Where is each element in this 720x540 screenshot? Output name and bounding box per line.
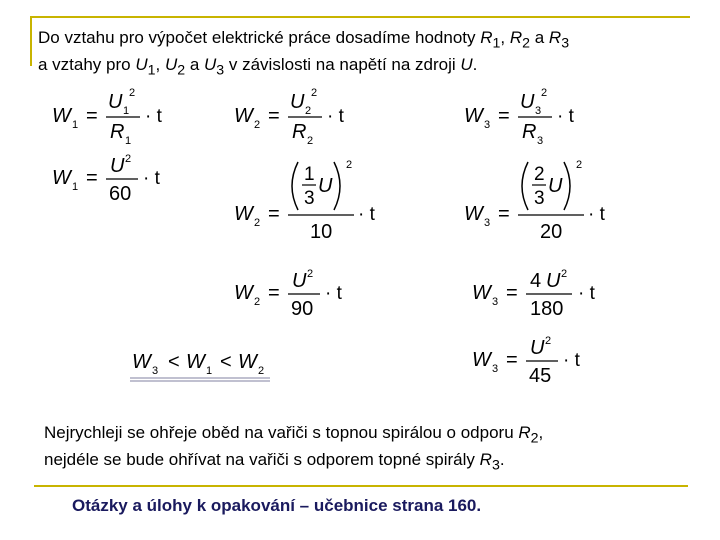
- eq-sub: 3: [492, 296, 499, 308]
- eq-den: 20: [540, 221, 563, 243]
- eq-sub: 2: [258, 365, 265, 377]
- eq-sup: 2: [346, 159, 353, 171]
- eq-den: R: [292, 121, 307, 143]
- sep: ,: [155, 55, 165, 75]
- left-paren: [522, 162, 528, 210]
- eq-den: 10: [310, 221, 333, 243]
- left-paren: [292, 162, 298, 210]
- eq-lhs: W: [234, 105, 253, 127]
- eq-sub: 1: [206, 365, 213, 377]
- conclusion-paragraph: [44, 422, 694, 477]
- eq-num: U: [108, 91, 123, 113]
- sep: .: [472, 55, 478, 75]
- equals-sign: =: [86, 105, 98, 127]
- eq-sub: 3: [537, 135, 544, 147]
- eq-sub: 3: [484, 119, 491, 131]
- equals-sign: =: [86, 167, 98, 189]
- eq-tail: · t: [557, 106, 574, 127]
- right-paren: [564, 162, 570, 210]
- eq-num: U: [110, 155, 125, 177]
- sep: ,: [500, 28, 510, 47]
- eq-tail: · t: [358, 204, 375, 225]
- conclusion-text: nejdéle se bude ohřívat na vařiči s odporem topné spirály: [44, 450, 480, 470]
- equals-sign: =: [506, 282, 518, 304]
- cmp-var: W: [132, 351, 151, 373]
- eq-sup: 2: [545, 335, 552, 347]
- equals-sign: =: [268, 203, 280, 225]
- eq-tail: · t: [327, 106, 344, 127]
- equation-w3-general: [464, 86, 594, 154]
- eq-sub: 2: [307, 135, 314, 147]
- equation-w3-substituted: [464, 158, 624, 250]
- less-than: <: [220, 351, 232, 373]
- var-r: R: [548, 28, 562, 47]
- eq-sub: 1: [72, 181, 79, 193]
- eq-sub: 2: [254, 296, 261, 308]
- eq-sup: 2: [129, 87, 136, 99]
- equals-sign: =: [498, 203, 510, 225]
- eq-sup: 2: [541, 87, 548, 99]
- eq-den: 90: [291, 298, 314, 320]
- sub: 3: [216, 62, 225, 79]
- eq-num: U: [530, 337, 545, 359]
- equals-sign: =: [268, 282, 280, 304]
- eq-sub: 3: [484, 217, 491, 229]
- eq-lhs: W: [52, 105, 71, 127]
- sub: 1: [492, 35, 501, 52]
- eq-tail: · t: [143, 168, 160, 189]
- sep: a: [185, 55, 204, 75]
- eq-den: R: [110, 121, 125, 143]
- frame-top-line: [30, 16, 690, 18]
- eq-sub: 1: [72, 119, 79, 131]
- var-r: R: [518, 423, 531, 442]
- eq-tail: · t: [563, 350, 580, 371]
- sep: a: [530, 28, 549, 47]
- eq-sub: 1: [125, 135, 132, 147]
- eq-tail: · t: [578, 283, 595, 304]
- eq-num: U: [520, 91, 535, 113]
- frame-bottom-line: [34, 485, 688, 487]
- sub: 3: [561, 35, 570, 52]
- eq-coef: 4: [530, 270, 542, 292]
- eq-sub: 2: [254, 217, 261, 229]
- inner-var: U: [548, 175, 563, 197]
- eq-lhs: W: [472, 282, 491, 304]
- cmp-var: W: [186, 351, 205, 373]
- inner-den: 3: [534, 188, 545, 209]
- sub: 2: [522, 35, 531, 52]
- right-paren: [334, 162, 340, 210]
- eq-lhs: W: [234, 203, 253, 225]
- eq-sub: 3: [152, 365, 159, 377]
- eq-den: 60: [109, 183, 132, 205]
- eq-tail: · t: [588, 204, 605, 225]
- intro-text: a vztahy pro: [38, 55, 136, 75]
- eq-lhs: W: [464, 203, 483, 225]
- var-u: U: [204, 55, 217, 75]
- equals-sign: =: [506, 349, 518, 371]
- sub: 1: [147, 62, 156, 79]
- intro-text: Do vztahu pro výpočet elektrické práce dosadíme hodnoty: [38, 28, 481, 47]
- eq-num: U: [292, 270, 307, 292]
- eq-lhs: W: [472, 349, 491, 371]
- equation-w3-final: [472, 332, 602, 394]
- var-r: R: [480, 28, 493, 47]
- eq-den: 180: [530, 298, 564, 320]
- equation-w2-simplified: [234, 265, 364, 327]
- inequality-comparison: [130, 340, 280, 388]
- eq-sup: 2: [561, 268, 568, 280]
- eq-sup: 2: [125, 153, 132, 165]
- intro-paragraph: [38, 27, 688, 82]
- eq-tail: · t: [325, 283, 342, 304]
- frame-left-line: [30, 16, 32, 66]
- eq-num: U: [546, 270, 561, 292]
- eq-num: U: [290, 91, 305, 113]
- sub: 2: [177, 62, 186, 79]
- eq-sub: 2: [254, 119, 261, 131]
- eq-sub: 3: [492, 363, 499, 375]
- conclusion-text: Nejrychleji se ohřeje oběd na vařiči s topnou spirálou o odporu: [44, 423, 519, 442]
- inner-num: 1: [304, 164, 315, 185]
- eq-sub: 1: [123, 105, 130, 117]
- footer-link-text: Otázky a úlohy k opakování – učebnice strana 160.: [72, 496, 482, 515]
- eq-tail: · t: [145, 106, 162, 127]
- equation-w2-general: [234, 86, 364, 154]
- inner-den: 3: [304, 188, 315, 209]
- equals-sign: =: [498, 105, 510, 127]
- eq-den: R: [522, 121, 537, 143]
- var-r: R: [509, 28, 523, 47]
- inner-var: U: [318, 175, 333, 197]
- eq-sup: 2: [576, 159, 583, 171]
- cmp-var: W: [238, 351, 257, 373]
- less-than: <: [168, 351, 180, 373]
- eq-lhs: W: [52, 167, 71, 189]
- eq-den: 45: [529, 365, 552, 387]
- var-u: U: [135, 55, 148, 75]
- eq-lhs: W: [234, 282, 253, 304]
- sep: ,: [538, 423, 544, 442]
- intro-text: v závislosti na napětí na zdroji: [224, 55, 461, 75]
- eq-sup: 2: [307, 268, 314, 280]
- var-u: U: [460, 55, 473, 75]
- inner-num: 2: [534, 164, 545, 185]
- equation-w1-general: [52, 86, 182, 154]
- eq-sup: 2: [311, 87, 318, 99]
- sub: 2: [530, 430, 539, 447]
- equation-w3-simplified: [472, 265, 622, 327]
- equals-sign: =: [268, 105, 280, 127]
- eq-sub: 3: [535, 105, 542, 117]
- eq-lhs: W: [464, 105, 483, 127]
- eq-sub: 2: [305, 105, 312, 117]
- var-r: R: [479, 450, 492, 470]
- equation-w1-substituted: [52, 150, 182, 212]
- equation-w2-substituted: [234, 158, 394, 250]
- var-u: U: [164, 55, 178, 75]
- sep: .: [499, 450, 505, 470]
- sub: 3: [491, 457, 500, 474]
